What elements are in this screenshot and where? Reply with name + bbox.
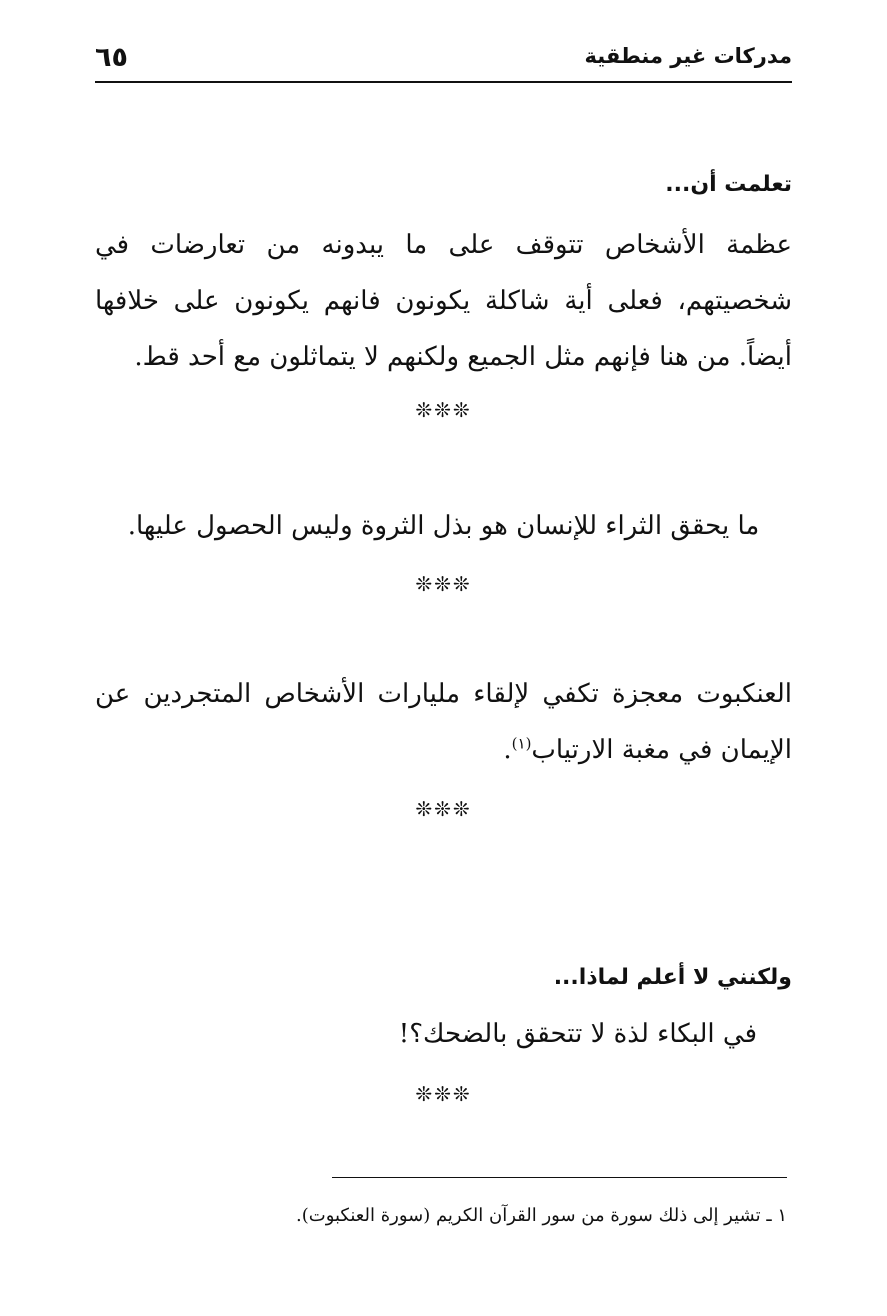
paragraph-end: .: [503, 735, 512, 765]
section-separator: ❊❊❊: [415, 398, 472, 422]
paragraph-text: العنكبوت معجزة تكفي لإلقاء مليارات الأشخاص المتجردين عن الإيمان في مغبة الارتياب: [95, 679, 792, 765]
section-separator: ❊❊❊: [415, 572, 472, 596]
paragraph: ما يحقق الثراء للإنسان هو بذل الثروة وليس الحصول عليها.: [127, 511, 760, 541]
running-title: مدركات غير منطقية: [584, 44, 792, 68]
page-number: ٦٥: [95, 42, 128, 73]
paragraph: [95, 666, 792, 778]
section-heading: ولكنني لا أعلم لماذا...: [553, 965, 792, 990]
paragraph: عظمة الأشخاص تتوقف على ما يبدونه من تعارضات في شخصيتهم، فعلى أية شاكلة يكونون فانهم يكونون على خلافها أيضاً. من هنا فإنهم مثل الجميع ولكنهم لا يتماثلون مع أحد قط.: [95, 230, 792, 372]
footnote: ١ ـ تشير إلى ذلك سورة من سور القرآن الكريم (سورة العنكبوت).: [296, 1205, 787, 1226]
section-heading: تعلمت أن...: [665, 172, 792, 197]
paragraph: في البكاء لذة لا تتحقق بالضحك؟!: [398, 1019, 757, 1049]
footnote-marker: (١): [511, 734, 532, 753]
header-rule: [95, 81, 792, 83]
section-separator: ❊❊❊: [415, 797, 472, 821]
section-separator: ❊❊❊: [415, 1082, 472, 1106]
running-head: [95, 38, 792, 78]
footnote-rule: [332, 1177, 787, 1178]
